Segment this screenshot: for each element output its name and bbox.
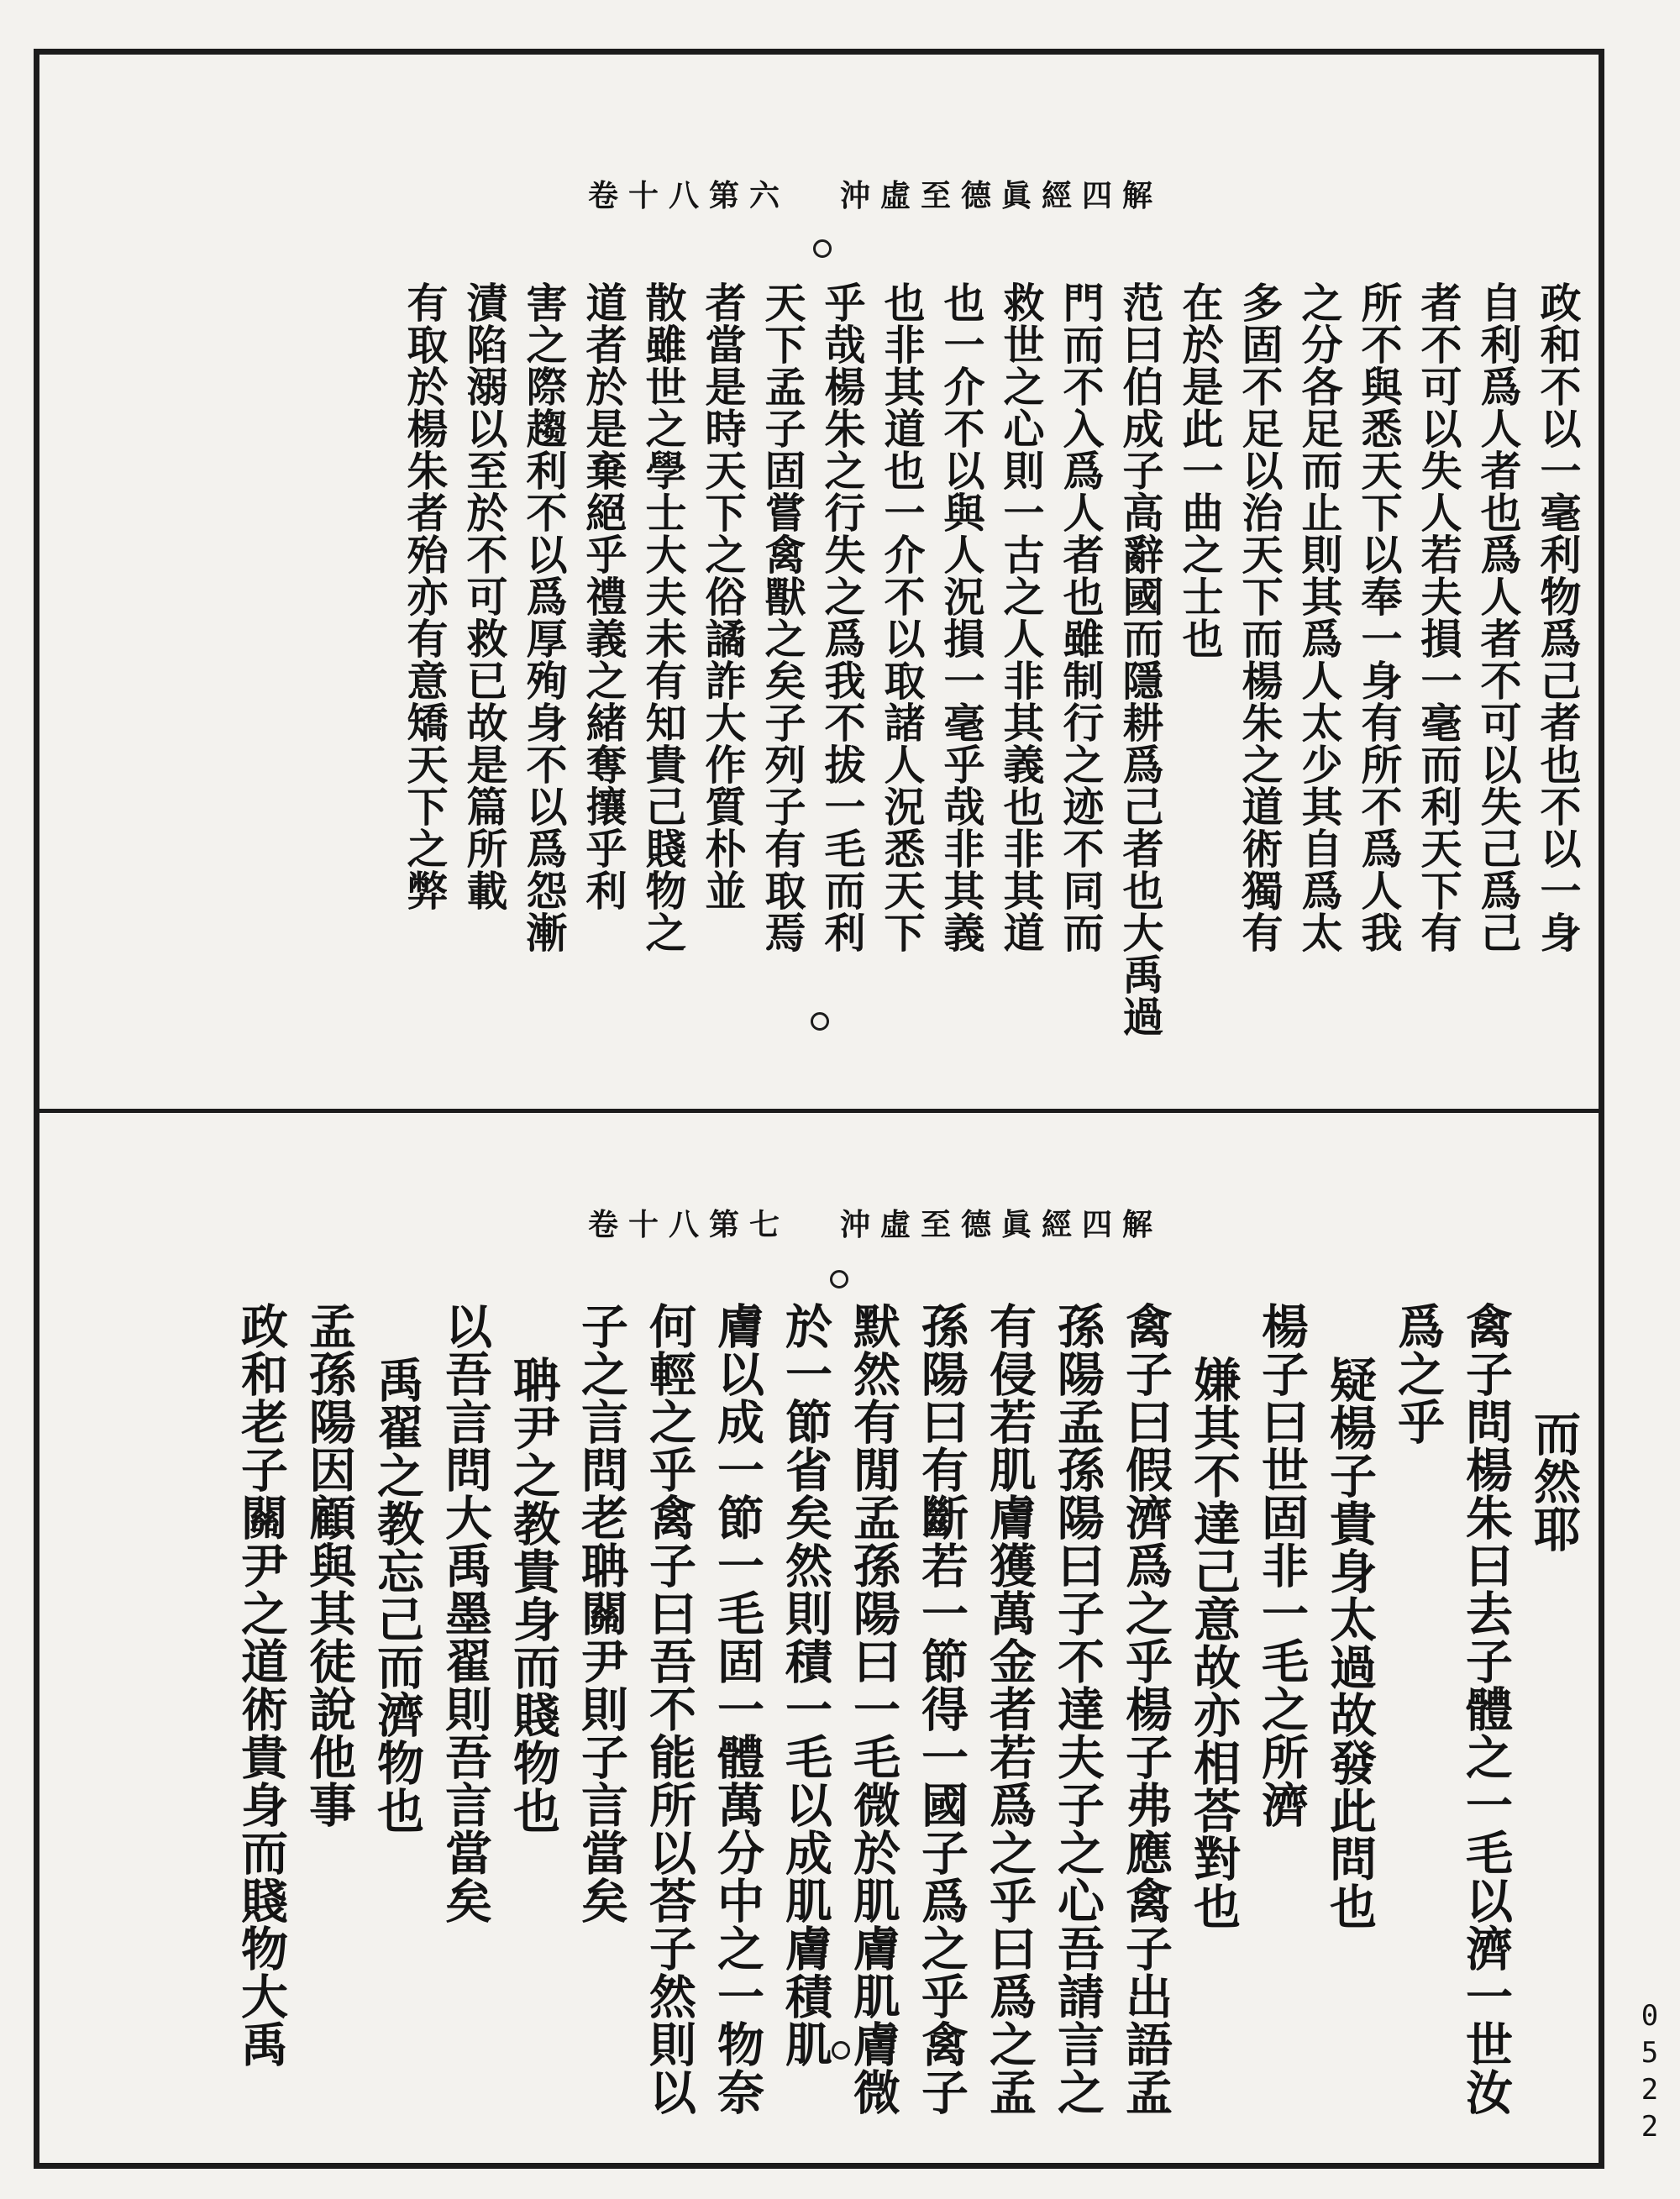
text-column: 孫陽曰有斷若一節得一國子爲之乎禽子 [914,1302,969,2116]
text-column: 在於是此一曲之士也 [1176,281,1225,659]
text-column: 嫌其不達己意故亦相荅對也 [1186,1356,1242,1930]
text-column: 子之言問老聃關尹則子言當矣 [574,1302,629,1924]
text-column: 禽子曰假濟爲之乎楊子弗應禽子出語孟 [1118,1302,1173,2116]
text-column: 天下孟子固嘗禽獸之矣子列子有取焉 [759,281,807,953]
text-column: 乎哉楊朱之行失之爲我不拔一毛而利 [818,281,867,953]
text-column: 聃尹之教貴身而賤物也 [506,1356,561,1834]
circle-mark [813,239,832,258]
text-column: 所不與悉天下以奉一身有所不爲人我 [1355,281,1404,953]
text-column: 有取於楊朱者殆亦有意矯天下之弊 [401,281,449,911]
top-header-chapter: 卷十八第六 [588,178,790,213]
text-column: 何輕之乎禽子曰吾不能所以荅子然則以 [642,1302,697,2116]
text-column: 門而不入爲人者也雖制行之迹不同而 [1057,281,1105,953]
text-column: 而然耶 [1526,1409,1582,1553]
text-column: 者當是時天下之俗譎詐大作質朴並 [699,281,748,911]
text-column: 害之際趨利不以爲厚殉身不以爲怨漸 [520,281,569,953]
text-column: 膚以成一節一毛固一體萬分中之一物奈 [710,1302,765,2116]
circle-mark [832,2041,850,2060]
text-column: 者不可以失人若夫損一毫而利天下有 [1415,281,1463,953]
text-column: 漬陷溺以至於不可救已故是篇所載 [460,281,509,911]
text-column: 有侵若肌膚獲萬金者若爲之乎曰爲之孟 [982,1302,1037,2116]
text-column: 也非其道也一介不以取諸人況悉天下 [878,281,927,953]
text-column: 於一節省矣然則積一毛以成肌膚積肌 [778,1302,833,2068]
text-column: 疑楊子貴身太過故發此問也 [1322,1356,1378,1930]
text-column: 楊子曰世固非一毛之所濟 [1254,1302,1310,1829]
text-column: 禽子問楊朱曰去子體之一毛以濟一世汝 [1458,1302,1514,2116]
text-column: 自利爲人者也爲人者不可以失己爲己 [1474,281,1523,953]
text-column: 范曰伯成子高辭國而隱耕爲己者也大禹過 [1116,281,1165,1037]
top-text-block [395,281,1588,1037]
text-column: 政和老子關尹之道術貴身而賤物大禹 [234,1302,289,2068]
top-header-title: 沖虛至德眞經四解 [840,178,1163,213]
bottom-header-chapter: 卷十八第七 [588,1207,790,1242]
text-column: 之分各足而止則其爲人太少其自爲太 [1295,281,1344,953]
circle-mark [830,1270,848,1288]
text-column: 以吾言問大禹墨翟則吾言當矣 [438,1302,493,1924]
bottom-text-block [227,1302,1588,2125]
text-column: 禹翟之教忘己而濟物也 [370,1356,425,1834]
text-column: 多固不足以治天下而楊朱之道術獨有 [1236,281,1284,953]
text-column: 默然有閒孟孫陽曰一毛微於肌膚肌膚微 [846,1302,901,2116]
text-column: 救世之心則一古之人非其義也非其道 [997,281,1046,953]
text-column: 孟孫陽因顧與其徒說他事 [302,1302,357,1829]
bottom-running-header [588,1201,1163,1244]
circle-mark [811,1012,829,1031]
page-divider [39,1109,1599,1113]
text-column: 政和不以一毫利物爲己者也不以一身 [1534,281,1583,953]
text-column: 也一介不以與人況損一毫乎哉非其義 [937,281,986,953]
text-column: 散雖世之學士大夫未有知貴己賤物之 [639,281,688,953]
page-number: 0522 [1633,1999,1667,2147]
bottom-header-title: 沖虛至德眞經四解 [840,1207,1163,1242]
text-column: 孫陽孟孫陽曰子不達夫子之心吾請言之 [1050,1302,1105,2116]
top-running-header [588,172,1163,215]
text-column: 道者於是棄絕乎禮義之緒奪攘乎利 [580,281,628,911]
text-column: 爲之乎 [1390,1302,1446,1446]
